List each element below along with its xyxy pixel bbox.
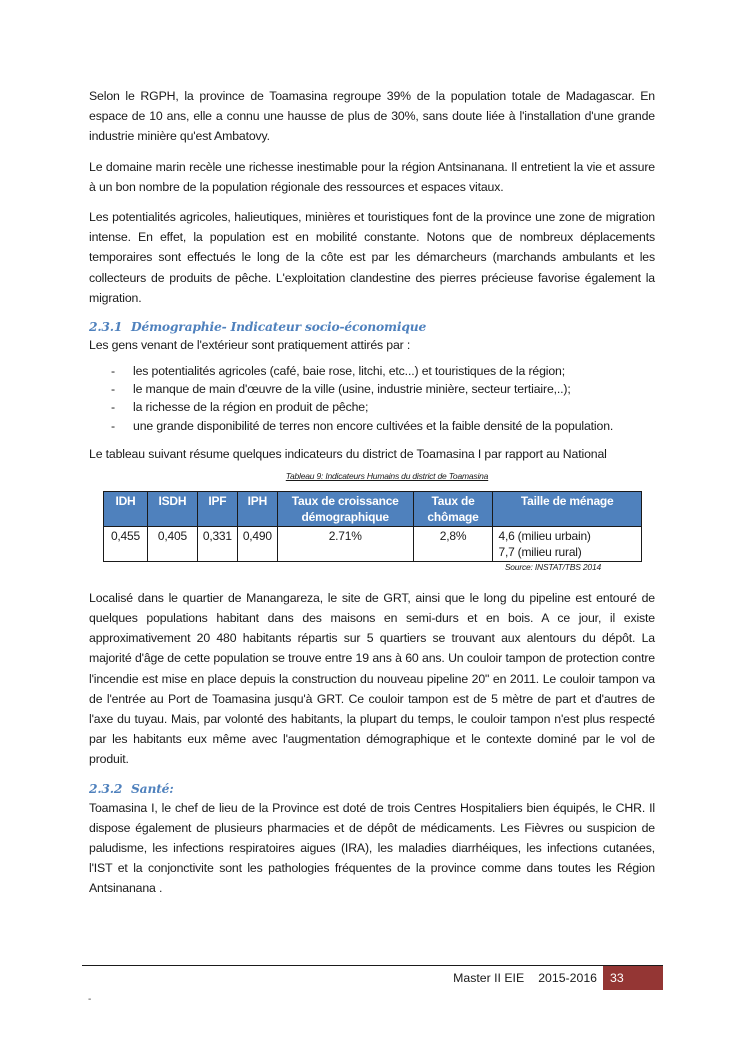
table-intro: Le tableau suivant résume quelques indicateurs du district de Toamasina I par rapport au National xyxy=(89,446,607,461)
list-item xyxy=(89,417,655,435)
list-item xyxy=(89,380,655,398)
cell-taux-chomage: 2,8% xyxy=(413,526,493,561)
table-source: Source: INSTAT/TBS 2014 xyxy=(504,561,601,572)
header-isdh: ISDH xyxy=(147,491,197,526)
stray-dash-mark: - xyxy=(88,994,92,1005)
dash-bullet-icon: - xyxy=(111,400,115,415)
section-title: Démographie- Indicateur socio-économique xyxy=(131,319,427,335)
cell-iph: 0,490 xyxy=(237,526,277,561)
attraction-list xyxy=(89,362,655,435)
dash-bullet-icon: - xyxy=(111,364,115,379)
cell-taille-menage xyxy=(493,526,642,561)
paragraph-grt: Localisé dans le quartier de Manangareza, le site de GRT, ainsi que le long du pipeline est entouré de quelques populations habitant dans des maisons en semi-durs et en bois. A ce jour, il existe approximativement 20 480 habitants répartis sur 5 quartiers se trouvant aux alentours du dépôt. La majorité d'âge de cette population se trouve entre 19 ans à 60 ans. Un couloir tampon de protection contre l'incendie est mise en place depuis la construction du nouveau pipeline 20" en 2011. Le couloir tampon va de l'entrée au Port de Toamasina jusqu'à GRT. Ce couloir tampon est de 5 mètre de part et d'autres de l'axe du tuyau. Mais, par volonté des habitants, la plupart du temps, le couloir tampon n'est plus respecté par les habitants eux même avec l'augmentation démographique et le contexte dominé par le vol de produit. xyxy=(89,590,655,767)
paragraph-potentialites: Les potentialités agricoles, halieutiques, minières et touristiques font de la province une zone de migration intense. En effet, la population est en mobilité constante. Notons que de nombreux déplacements temporaires sont effectués le long de la côte est par les démarcheurs (marchands ambulants et les collecteurs de produits de pêche. L'exploitation clandestine des pierres précieuse favorise également la migration. xyxy=(89,210,655,305)
section-heading-demographie xyxy=(89,318,655,336)
indicators-table xyxy=(103,491,642,562)
table-header-row xyxy=(104,491,642,526)
section-number: 2.3.1 xyxy=(89,319,123,335)
paragraph-sante: Toamasina I, le chef de lieu de la Province est doté de trois Centres Hospitaliers bien équipés, le CHR. Il dispose également de plusieurs pharmacies et de dépôt de médicaments. Les Fièvres ou suspicion de paludisme, les infections respiratoires aigues (IRA), les maladies diarrhéiques, les infections cutanées, l'IST et la conjonctivite sont les pathologies fréquentes de la province comme dans toutes les Région Antsinanana . xyxy=(89,800,655,896)
dash-bullet-icon: - xyxy=(111,418,115,433)
cell-taux-croissance: 2.71% xyxy=(277,526,413,561)
list-item xyxy=(89,398,655,416)
paragraph-domaine-marin: Le domaine marin recèle une richesse inestimable pour la région Antsinanana. Il entretient la vie et assure à un bon nombre de la population régionale des ressources et espaces vitaux. xyxy=(89,159,655,194)
list-item-text: les potentialités agricoles (café, baie rose, litchi, etc...) et touristiques de la région; xyxy=(133,364,565,379)
table-caption: Tableau 9: Indicateurs Humains du district de Toamasina xyxy=(285,470,489,481)
table-row xyxy=(104,526,642,561)
cell-idh: 0,455 xyxy=(104,526,148,561)
footer-program: Master II EIE xyxy=(453,971,525,985)
cell-ipf: 0,331 xyxy=(197,526,237,561)
header-taux-chomage: Taux de chômage xyxy=(413,491,493,526)
section-heading-sante xyxy=(89,780,655,798)
dash-bullet-icon: - xyxy=(111,382,115,397)
section-title: Santé: xyxy=(131,780,174,796)
page-number-badge: 33 xyxy=(603,966,663,990)
header-iph: IPH xyxy=(237,491,277,526)
list-item-text: la richesse de la région en produit de pêche; xyxy=(133,400,369,415)
list-item-text: le manque de main d'œuvre de la ville (usine, industrie minière, secteur tertiaire,..); xyxy=(133,382,571,397)
header-ipf: IPF xyxy=(197,491,237,526)
paragraph-rgph: Selon le RGPH, la province de Toamasina regroupe 39% de la population totale de Madagascar. En espace de 10 ans, elle a connu une hausse de plus de 30%, sans doute liée à l'installation d'une grande industrie minière qu'est Ambatovy. xyxy=(89,89,655,144)
header-idh: IDH xyxy=(104,491,148,526)
household-urban: 4,6 (milieu urbain) xyxy=(498,528,591,543)
cell-isdh: 0,405 xyxy=(147,526,197,561)
footer-years: 2015-2016 xyxy=(538,971,597,985)
list-item xyxy=(89,362,655,380)
page-footer xyxy=(453,966,663,990)
header-taux-croissance: Taux de croissance démographique xyxy=(277,491,413,526)
section-number: 2.3.2 xyxy=(89,780,123,796)
section-lead: Les gens venant de l'extérieur sont pratiquement attirés par : xyxy=(89,338,411,353)
header-taille-menage: Taille de ménage xyxy=(493,491,642,526)
list-item-text: une grande disponibilité de terres non encore cultivées et la faible densité de la population. xyxy=(133,418,614,433)
household-rural: 7,7 (milieu rural) xyxy=(498,544,582,559)
page-content xyxy=(89,86,655,909)
